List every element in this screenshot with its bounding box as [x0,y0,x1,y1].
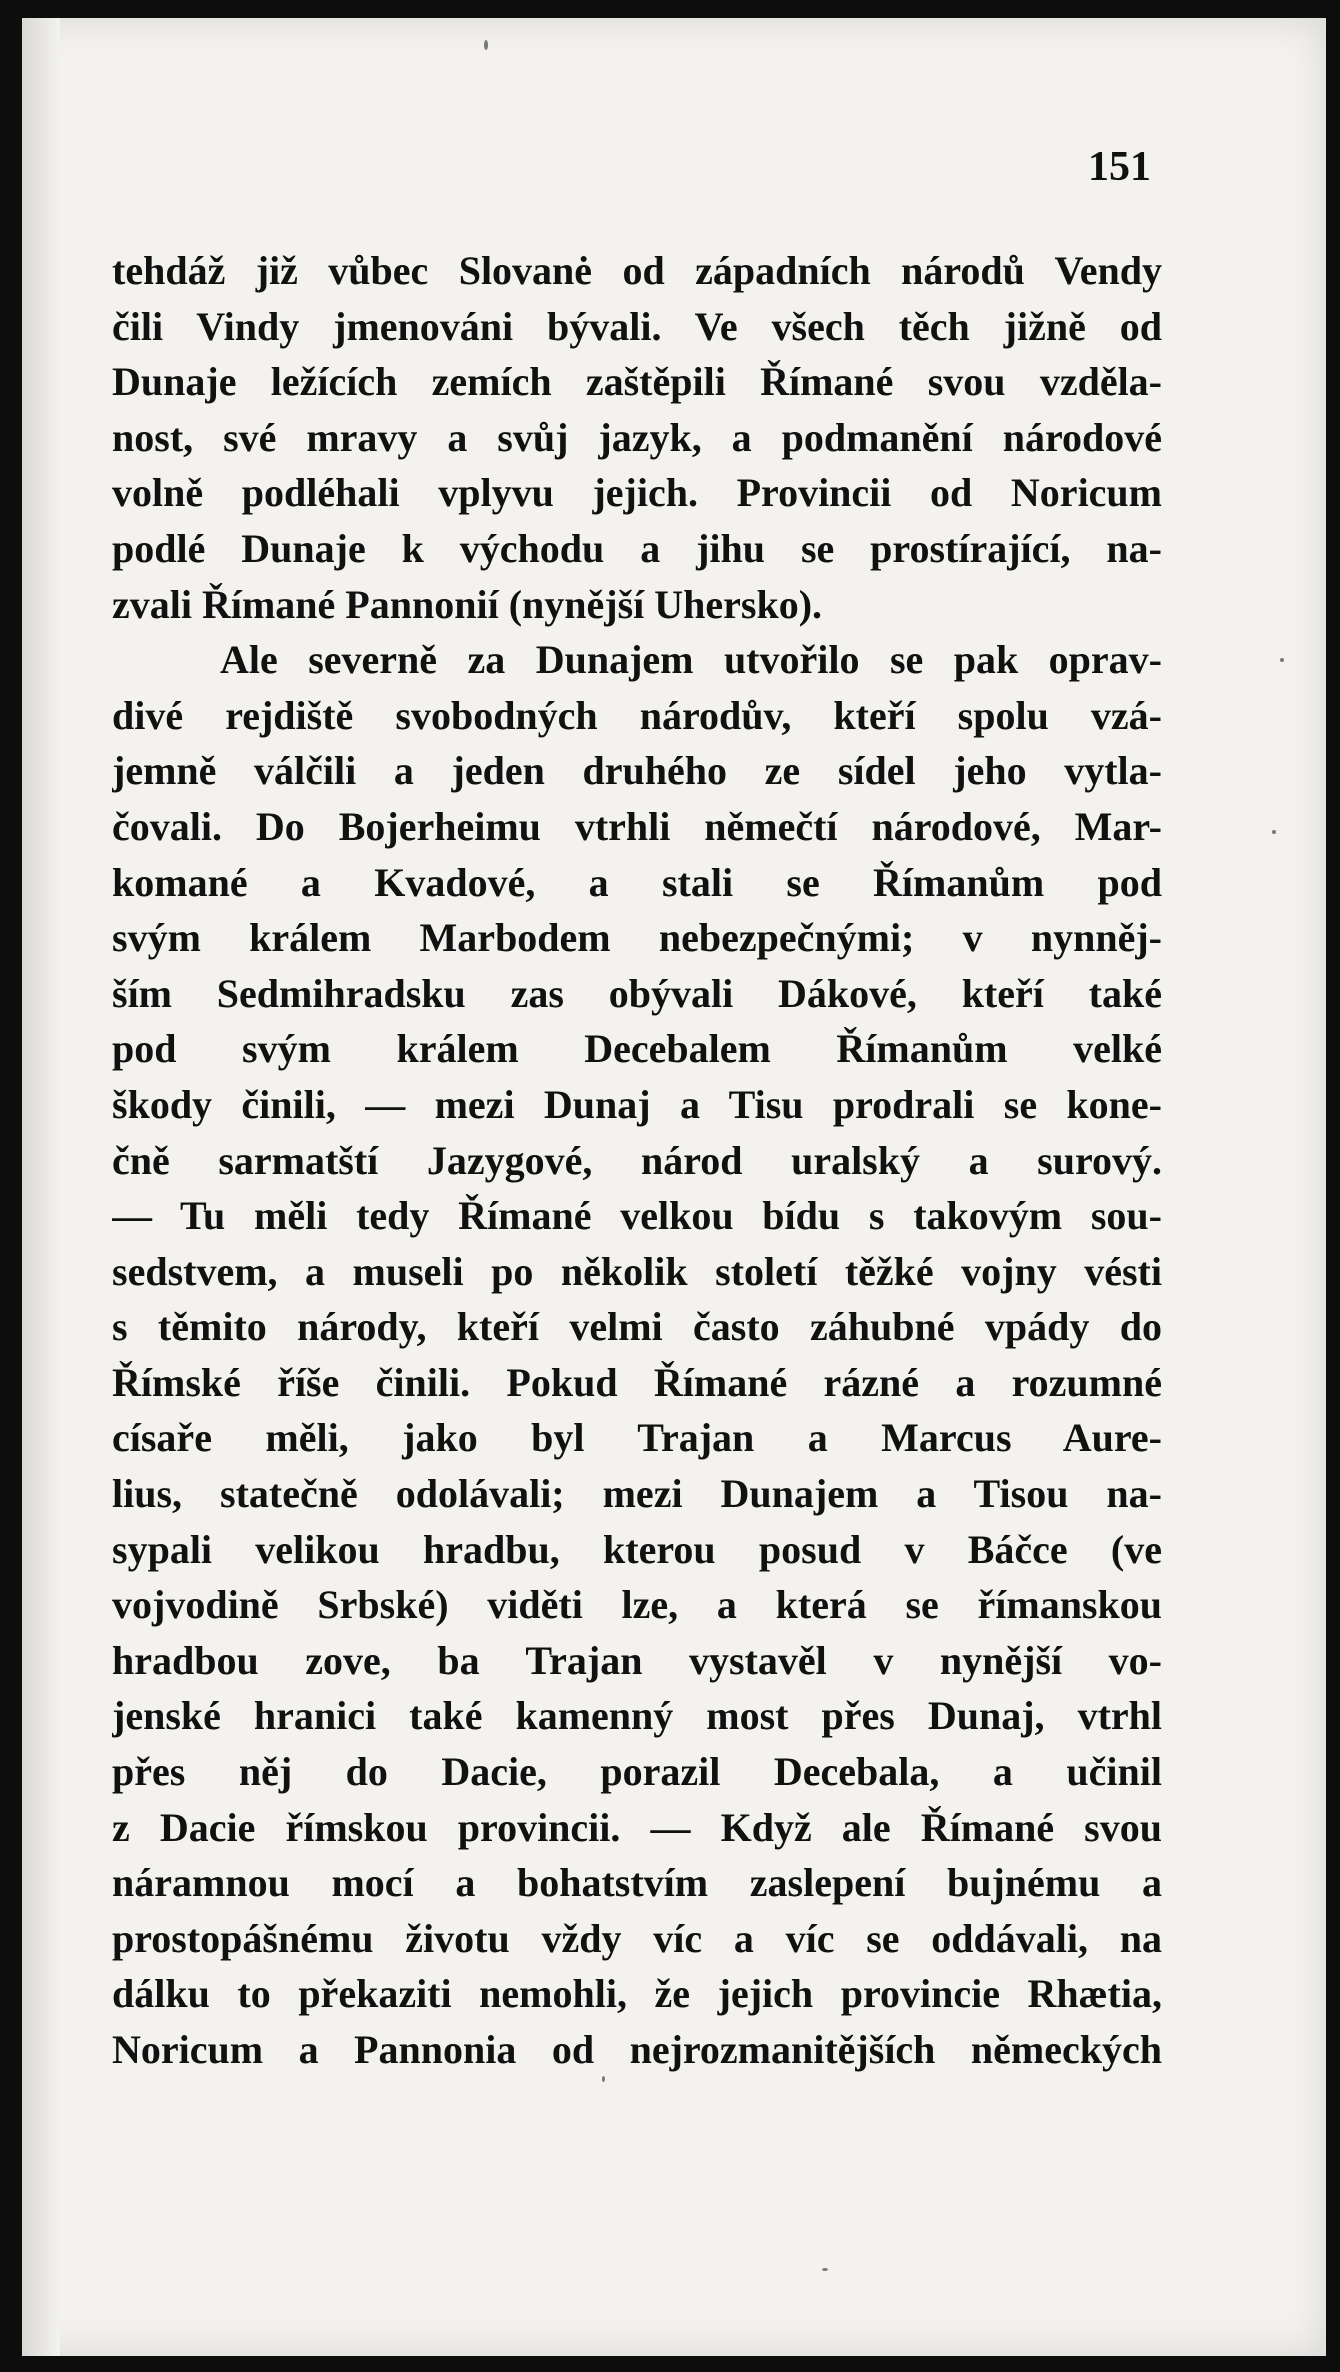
text-line: sypali velikou hradbu, kterou posud v Báčce (ve [112,1526,1162,1572]
text-line: lius, statečně odolávali; mezi Dunajem a Tisou na- [112,1471,1162,1517]
print-speck [602,2076,605,2082]
text-line: přes něj do Dacie, porazil Decebala, a učinil [112,1749,1162,1795]
page-number: 151 [1088,144,1151,190]
text-line: svým králem Marbodem nebezpečnými; v nynněj- [112,915,1162,961]
text-line: zvali Římané Pannonií (nynější Uhersko). [112,581,823,627]
text-line: pod svým králem Decebalem Římanům velké [112,1026,1162,1072]
body-text [112,243,1162,2078]
text-line: — Tu měli tedy Římané velkou bídu s takovým sou- [112,1193,1162,1239]
text-line: dálku to překaziti nemohli, že jejich provincie Rhætia, [112,1971,1162,2017]
text-line: jenské hranici také kamenný most přes Dunaj, vtrhl [112,1693,1162,1739]
text-line: divé rejdiště svobodných národův, kteří spolu vzá- [112,692,1162,738]
text-line: volně podléhali vplyvu jejich. Provincii od Noricum [112,470,1162,516]
text-line: prostopášnému životu vždy víc a víc se oddávali, na [112,1915,1162,1961]
text-line: z Dacie římskou provincii. — Když ale Římané svou [112,1804,1162,1850]
text-line: škody činili, — mezi Dunaj a Tisu prodrali se kone- [112,1081,1162,1127]
text-line: jemně válčili a jeden druhého ze sídel jeho vytla- [112,748,1162,794]
text-line: ším Sedmihradsku zas obývali Dákové, kteří také [112,970,1162,1016]
text-line: s těmito národy, kteří velmi často záhubné vpády do [112,1304,1162,1350]
text-line: tehdáž již vůbec Slovanė od západních národů Vendy [112,248,1162,293]
text-line: čili Vindy jmenováni bývali. Ve všech těch jižně od [112,303,1162,349]
text-line: čovali. Do Bojerheimu vtrhli němečtí národové, Mar- [112,803,1162,849]
text-line: Noricum a Pannonia od nejrozmanitějších německých [112,2027,1162,2072]
text-line: podlé Dunaje k východu a jihu se prostírající, na- [112,525,1162,571]
print-speck [822,2268,828,2271]
text-line: Ale severně za Dunajem utvořilo se pak oprav- [220,637,1162,683]
text-line: náramnou mocí a bohatstvím zaslepení bujnému a [112,1860,1162,1906]
text-line: nost, své mravy a svůj jazyk, a podmanění národové [112,414,1162,460]
print-speck [1272,830,1276,834]
text-line: hradbou zove, ba Trajan vystavěl v nynější vo- [112,1637,1162,1683]
print-speck [1280,658,1284,662]
page-gutter-shadow [22,18,60,2356]
text-line: čně sarmatští Jazygové, národ uralský a surový. [112,1137,1162,1183]
text-line: sedstvem, a museli po několik století těžké vojny vésti [112,1248,1162,1294]
text-line: vojvodině Srbské) viděti lze, a která se římanskou [112,1582,1162,1628]
print-speck [484,40,488,50]
book-page [22,18,1326,2356]
text-line: Dunaje ležících zemích zaštěpili Římané svou vzděla- [112,359,1162,405]
text-line: císaře měli, jako byl Trajan a Marcus Aure- [112,1415,1162,1461]
text-line: Římské říše činili. Pokud Římané rázné a rozumné [112,1359,1162,1405]
text-line: komané a Kvadové, a stali se Římanům pod [112,859,1162,905]
